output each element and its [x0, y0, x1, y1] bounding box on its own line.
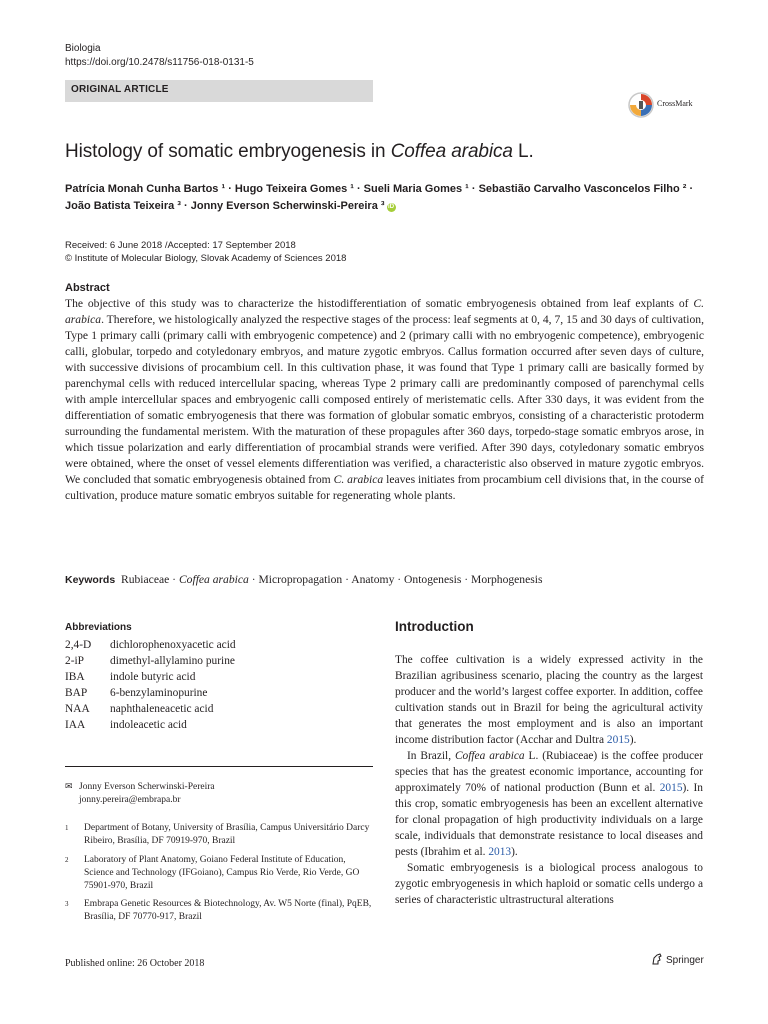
- article-dates: [65, 239, 346, 265]
- article-type-label: ORIGINAL ARTICLE: [71, 84, 169, 95]
- title-species: Coffea arabica: [390, 141, 513, 162]
- abstract-heading: Abstract: [65, 282, 110, 294]
- keywords: Keywords Rubiaceae · Coffea arabica · Micropropagation · Anatomy · Ontogenesis · Morphogenesis: [65, 573, 543, 586]
- affiliation: 1 Department of Botany, University of Brasília, Campus Universitário Darcy Ribeiro, Brasília, DF 70919-970, Brazil: [65, 823, 370, 846]
- article-type-banner: [65, 80, 373, 102]
- affiliation: 3 Embrapa Genetic Resources & Biotechnology, Av. W5 Norte (final), PqEB, Brasília, DF 70770-917, Brazil: [65, 899, 372, 922]
- correspondence: [65, 780, 215, 807]
- footnote-divider: [65, 766, 373, 767]
- publisher-name: Springer: [666, 955, 704, 966]
- doi-link[interactable]: https://doi.org/10.2478/s11756-018-0131-5: [65, 57, 254, 68]
- keywords-label: Keywords: [65, 574, 116, 586]
- copyright-line: © Institute of Molecular Biology, Slovak Academy of Sciences 2018: [65, 253, 347, 264]
- introduction-heading: Introduction: [395, 619, 474, 634]
- affiliation: 2 Laboratory of Plant Anatomy, Goiano Federal Institute of Education, Science and Technology (IFGoiano), Campus Rio Verde, Rio Verde, GO 75901-970, Brazil: [65, 855, 360, 891]
- citation-link[interactable]: 2015: [606, 734, 630, 746]
- intro-paragraph: The coffee cultivation is a widely expressed activity in the Brazilian agribusiness scenario, placing the country as the largest producer and the world’s largest coffee exporter. In addition, coffee cultivation stands out in Brazil for being the agricultural activity that generates the most employment and is also an important income distribution factor (Acchar and Dultra 2015).: [395, 654, 703, 746]
- abstract-body: The objective of this study was to characterize the histodifferentiation of somatic embryogenesis obtained from leaf explants of C. arabica. Therefore, we histologically analyzed the respective stages of the process: leaf segments at 0, 4, 7, 15 and 30 days of cultivation, Type 1 primary calli (primary calli with embryogenic competence) and 2 (primary calli with no embryogenic competence), embryogenic calli, globular, torpedo and cotyledonary embryos, and mature zygotic embryos. Callus formation occurred after seven days of culture, with successive divisions of procambium cell. In this cultivation phase, it was found that Type 1 primary calli are basically formed by parenchymal cells with reduced intercellular spacing, whereas Type 2 primary calli are predominantly composed of parenchymal cells with ample intercellular spaces and embryogenic calli composed entirely of meristematic cells. After 330 days, it was evident from the differentiation of somatic embryogenesis that there was formation of globular somatic embryos, consisting of a characteristic protoderm surrounding the fundamental meristem. With the maturation of these propagules after 360 days, torpedo-stage somatic embryos arose, in which tissue polarization and early differentiation of procambial strands were verified. After 390 days, cotyledonary somatic embryos were obtained, where the onset of vessel elements differentiation was verified, a characteristic also observed in mature zygotic embryos. We concluded that somatic embryogenesis obtained from C. arabica leaves initiates from procambium cell divisions that, in the course of cultivation, produce mature somatic embryos suitable for regenerating whole plants.: [65, 297, 704, 502]
- abbreviations-table: [65, 637, 236, 733]
- intro-paragraph: In Brazil, Coffea arabica L. (Rubiaceae) is the coffee producer species that has the greatest economic importance, accounting for approximately 70% of national production (Bunn et al. 2015). In this crop, somatic embryogenesis has been an excellent alternative for clonal propagation of high productivity individuals on a large scale, individuals that demonstrate resistance to local diseases and pests (Ibrahim et al. 2013).: [395, 750, 703, 858]
- intro-paragraph: Somatic embryogenesis is a biological process analogous to zygotic embryogenesis in which haploid or somatic cells undergo a series of characteristic ultrastructural alterations: [395, 862, 703, 906]
- publisher-logo: [650, 952, 704, 966]
- author-list: [65, 181, 715, 215]
- journal-name: Biologia: [65, 43, 101, 54]
- abbreviations-heading: Abbreviations: [65, 622, 132, 633]
- journal-header: [65, 42, 254, 70]
- abbreviation-row: IBA indole butyric acid: [65, 671, 196, 683]
- article-title: Histology of somatic embryogenesis in Coffea arabica L.: [65, 141, 534, 162]
- corresponding-author: Jonny Everson Scherwinski-Pereira: [79, 782, 215, 792]
- author-line-2: João Batista Teixeira ³ · Jonny Everson Scherwinski-Pereira ³: [65, 200, 385, 212]
- crossmark-icon: [628, 92, 654, 118]
- author-line-2-wrap: [65, 198, 715, 215]
- corresponding-email[interactable]: jonny.pereira@embrapa.br: [79, 795, 181, 805]
- citation-link[interactable]: 2013: [488, 846, 512, 858]
- abbreviation-row: IAA indoleacetic acid: [65, 719, 187, 731]
- abbreviation-row: 2,4-D dichlorophenoxyacetic acid: [65, 639, 236, 651]
- crossmark-badge[interactable]: [628, 92, 708, 118]
- abbreviation-row: BAP 6-benzylaminopurine: [65, 687, 208, 699]
- orcid-icon[interactable]: iD: [388, 204, 395, 210]
- envelope-icon: ✉: [65, 781, 73, 791]
- abbreviation-row: 2-iP dimethyl-allylamino purine: [65, 655, 235, 667]
- abbreviation-row: NAA naphthaleneacetic acid: [65, 703, 214, 715]
- received-accepted: Received: 6 June 2018 /Accepted: 17 September 2018: [65, 240, 296, 251]
- citation-link[interactable]: 2015: [659, 782, 683, 794]
- published-date: Published online: 26 October 2018: [65, 958, 205, 969]
- author-line-1: Patrícia Monah Cunha Bartos ¹ · Hugo Teixeira Gomes ¹ · Sueli Maria Gomes ¹ · Sebastião Carvalho Vasconcelos Filho ² ·: [65, 183, 694, 195]
- crossmark-label: CrossMark: [657, 99, 693, 108]
- introduction-body: [395, 652, 703, 908]
- springer-horse-icon: [650, 952, 664, 966]
